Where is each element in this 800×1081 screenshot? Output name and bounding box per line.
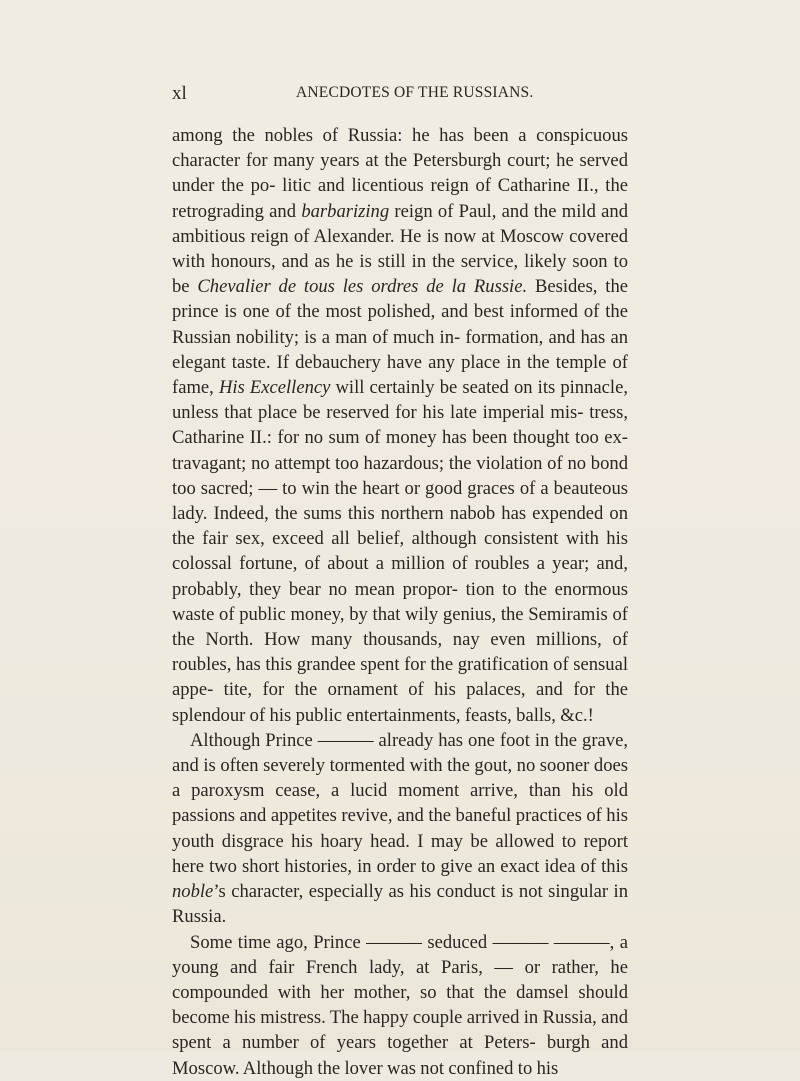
- paragraph-1: among the nobles of Russia: he has been a conspicuous character for many years at the Petersburgh court; he served under the po- litic and licentious reign of Catharine II., the retrograding and barbarizing reign of Paul, and the mild and ambitious reign of Alexander. He is now at Moscow covered with honours, and as he is still in the service, likely soon to be Chevalier de tous les ordres de la Russie. Besides, the prince is one of the most polished, and best informed of the Russian nobility; is a man of much in- formation, and has an elegant taste. If debauchery have any place in the temple of fame, His Excellency will certainly be seated on its pinnacle, unless that place be reserved for his late imperial mis- tress, Catharine II.: for no sum of money has been thought too ex- travagant; no attempt too hazardous; the violation of no bond too sacred; — to win the heart or good graces of a beauteous lady. Indeed, the sums this northern nabob has expended on the fair sex, exceed all belief, although consistent with his colossal fortune, of about a million of roubles a year; and, probably, they bear no mean propor- tion to the enormous waste of public money, by that wily genius, the Semiramis of the North. How many thousands, nay even millions, of roubles, has this grandee spent for the gratification of sensual appe- tite, for the ornament of his palaces, and for the splendour of his public entertainments, feasts, balls, &c.!: [172, 125, 628, 726]
- italic-term: His Excellency: [218, 377, 331, 399]
- body-text: [172, 123, 628, 1081]
- paragraph-2: Although Prince ——— already has one foot in the grave, and is often severely tormented with the gout, no sooner does a paroxysm cease, a lucid moment arrive, than his old passions and appetites revive, and the baneful practices of his youth disgrace his hoary head. I may be allowed to report here two short histories, in order to give an exact idea of this noble’s character, especially as his conduct is not singular in Russia.: [172, 729, 628, 928]
- page-number: xl: [172, 83, 187, 104]
- italic-term: noble: [172, 881, 214, 903]
- running-title: ANECDOTES OF THE RUSSIANS.: [296, 84, 534, 101]
- italic-term: barbarizing: [301, 200, 390, 222]
- paragraph-3: Some time ago, Prince ——— seduced ——— ———, a young and fair French lady, at Paris, — or rather, he compounded with her mother, so that the damsel should become his mistress. The happy couple arrived in Russia, and spent a number of years together at Peters- burgh and Moscow. Although the lover was not confined to his: [172, 931, 629, 1079]
- italic-term: Chevalier de tous les ordres de la Russie.: [197, 276, 528, 298]
